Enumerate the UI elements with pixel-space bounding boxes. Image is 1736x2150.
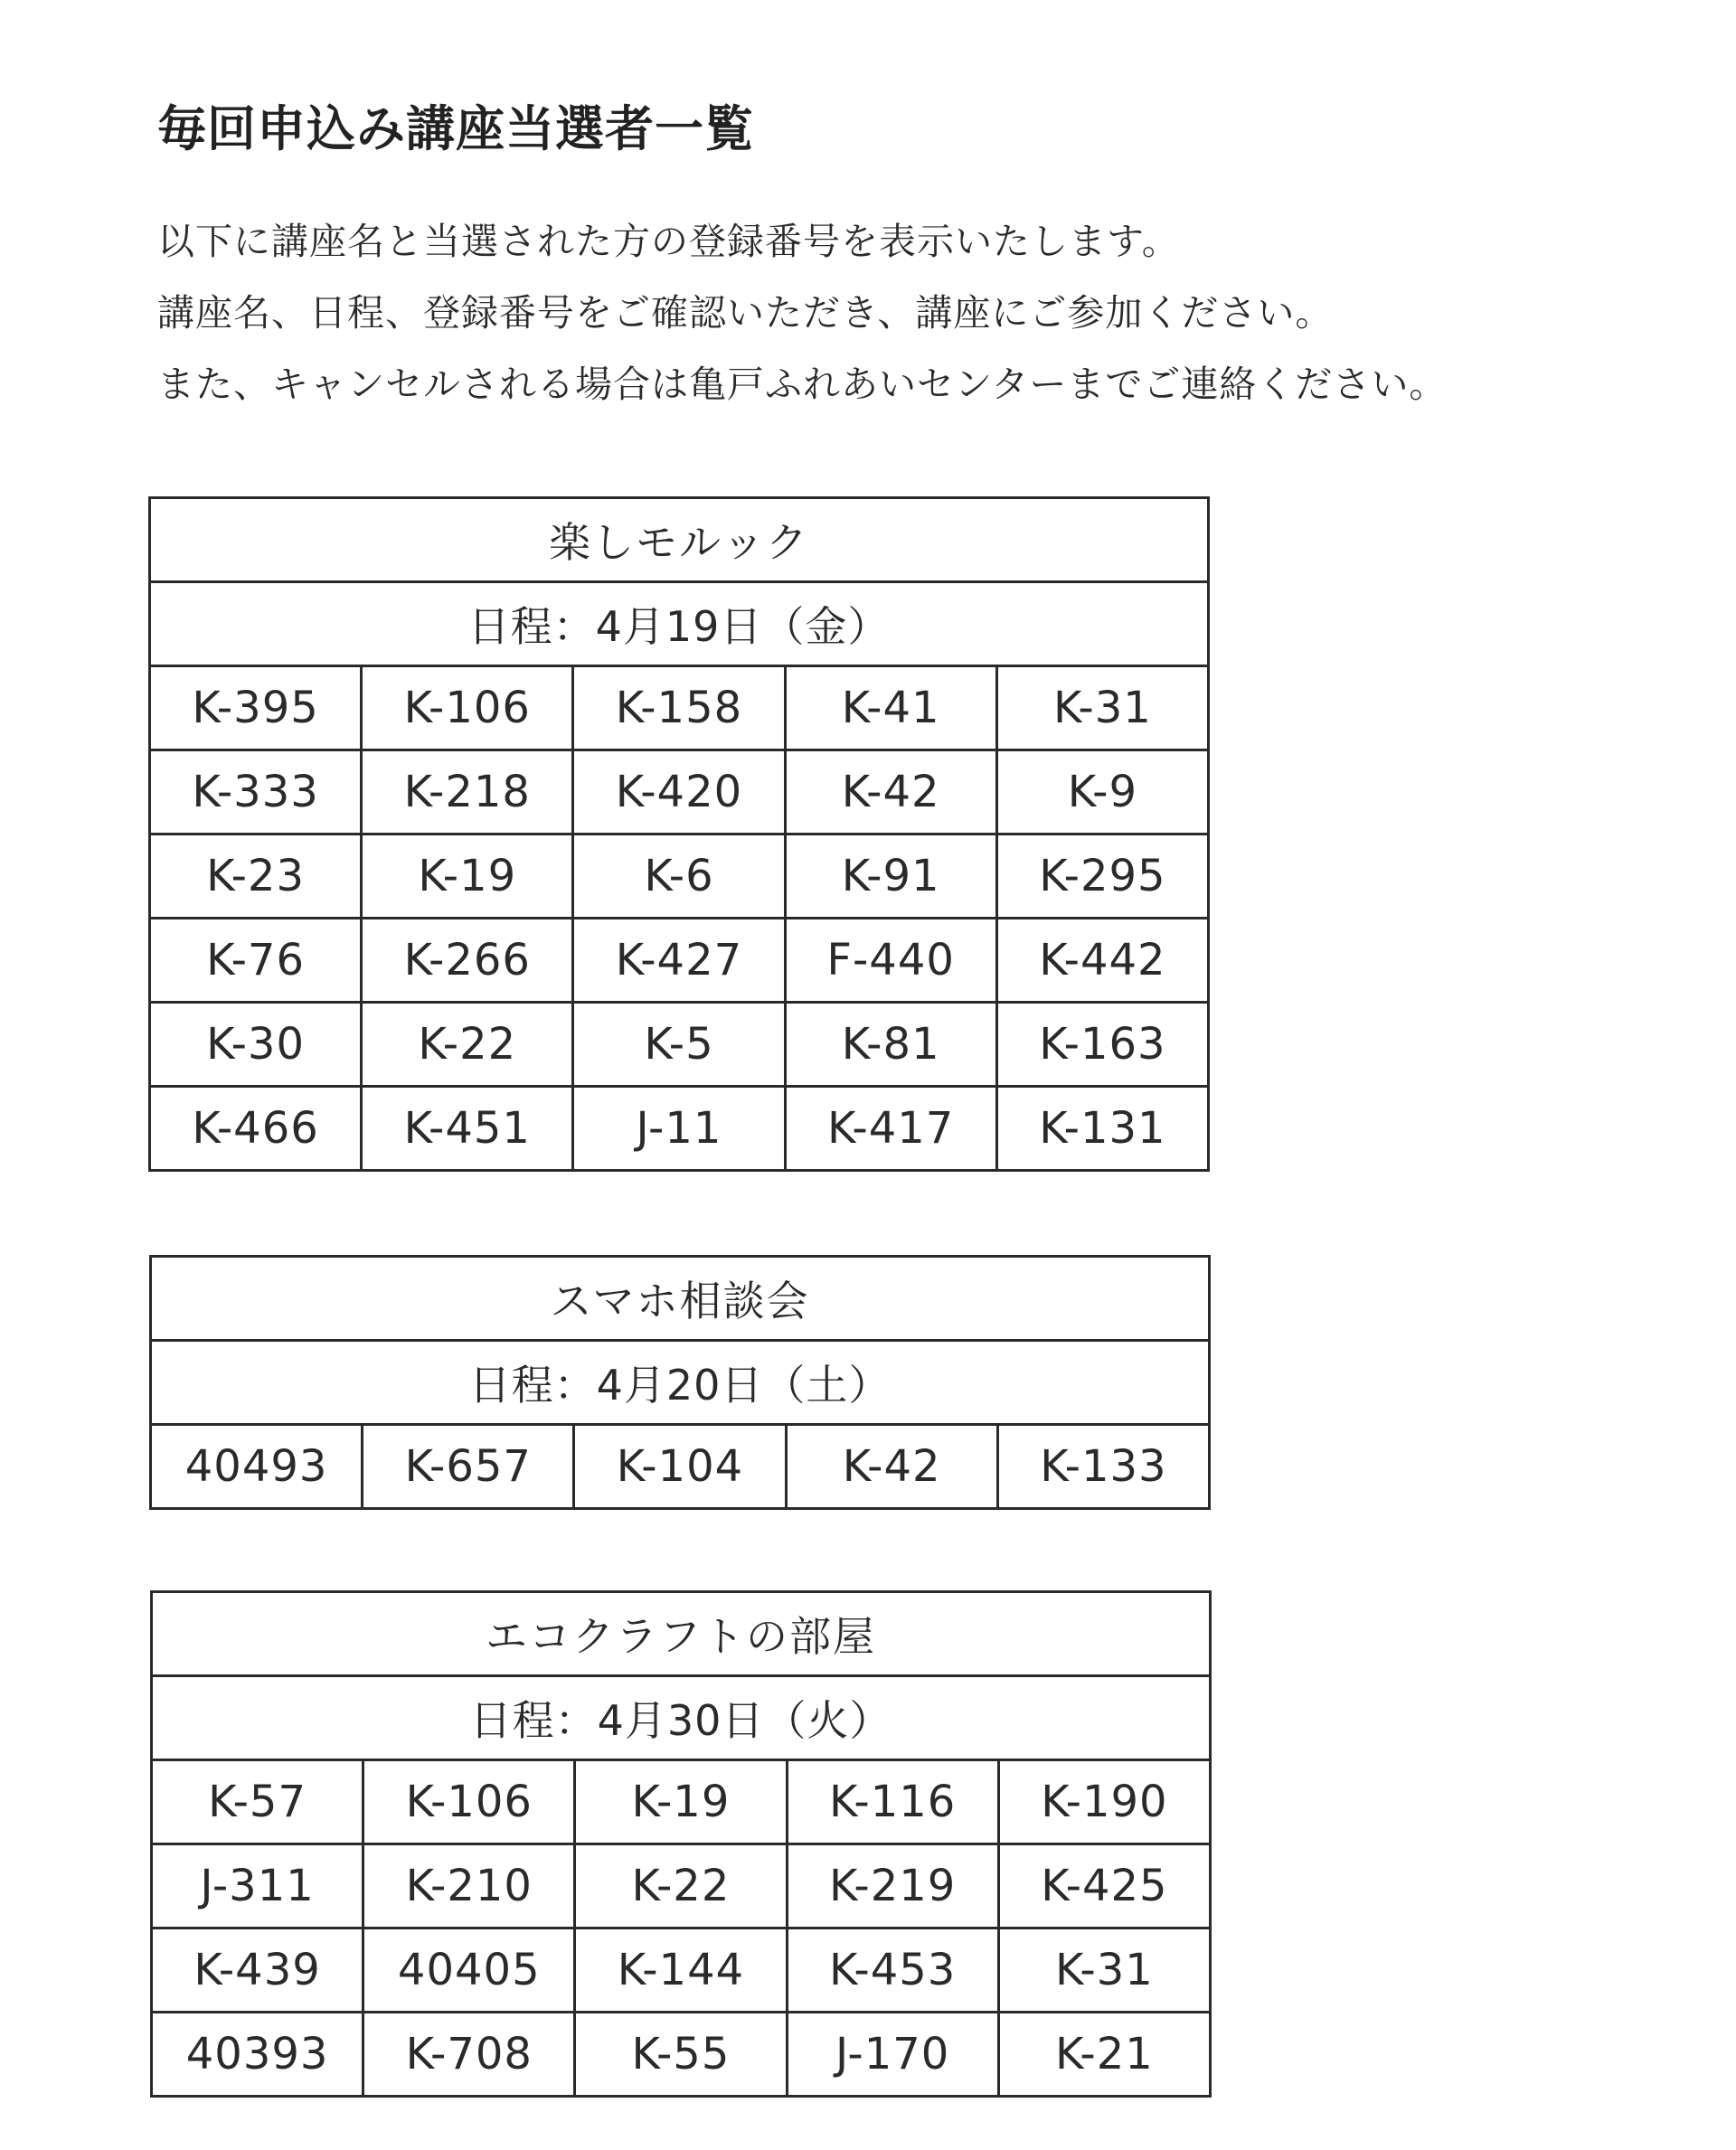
course-date: 日程：4月19日（金） — [150, 582, 1209, 666]
course-table-tanoshi-molkky — [148, 496, 1210, 1172]
registration-number: K-22 — [362, 1003, 573, 1087]
registration-number: K-30 — [150, 1003, 362, 1087]
registration-number: K-219 — [787, 1844, 998, 1928]
course-date-row — [150, 582, 1209, 666]
table-row — [152, 1760, 1211, 1844]
registration-number: K-41 — [785, 666, 996, 750]
registration-number: F-440 — [785, 919, 996, 1003]
registration-number: K-395 — [150, 666, 362, 750]
page-title: 毎回申込み講座当選者一覧 — [157, 100, 754, 157]
registration-number: K-453 — [787, 1928, 998, 2013]
registration-number: K-104 — [574, 1425, 786, 1509]
course-name-row — [150, 498, 1209, 582]
registration-number: K-55 — [575, 2013, 787, 2097]
registration-number: K-427 — [573, 919, 785, 1003]
table-row — [150, 835, 1209, 919]
table-row — [152, 1844, 1211, 1928]
registration-number: K-657 — [363, 1425, 574, 1509]
registration-number: K-116 — [787, 1760, 998, 1844]
registration-number: K-31 — [996, 666, 1208, 750]
table-row — [151, 1425, 1210, 1509]
registration-number: 40393 — [152, 2013, 363, 2097]
registration-number: K-420 — [573, 750, 785, 835]
registration-number: K-131 — [996, 1087, 1208, 1171]
registration-number: K-106 — [362, 666, 573, 750]
intro-line: また、キャンセルされる場合は亀戸ふれあいセンターまでご連絡ください。 — [157, 363, 1448, 406]
registration-number: K-23 — [150, 835, 362, 919]
registration-number: K-31 — [998, 1928, 1210, 2013]
registration-number: K-295 — [996, 835, 1208, 919]
intro-text — [157, 206, 1447, 420]
registration-number: K-333 — [150, 750, 362, 835]
registration-number: K-133 — [997, 1425, 1209, 1509]
course-date: 日程：4月30日（火） — [152, 1676, 1211, 1760]
registration-number: K-466 — [150, 1087, 362, 1171]
course-name: エコクラフトの部屋 — [152, 1592, 1211, 1676]
course-name: 楽しモルック — [150, 498, 1209, 582]
registration-number: K-163 — [996, 1003, 1208, 1087]
course-date-row — [152, 1676, 1211, 1760]
course-table-eco-craft — [150, 1590, 1212, 2098]
course-date-row — [151, 1341, 1210, 1425]
registration-number: K-19 — [575, 1760, 787, 1844]
table-row — [150, 666, 1209, 750]
registration-number: K-190 — [998, 1760, 1210, 1844]
registration-number: K-19 — [362, 835, 573, 919]
registration-number: K-9 — [996, 750, 1208, 835]
table-row — [150, 1003, 1209, 1087]
intro-line: 講座名、日程、登録番号をご確認いただき、講座にご参加ください。 — [157, 291, 1334, 335]
registration-number: K-91 — [785, 835, 996, 919]
registration-number: K-210 — [363, 1844, 575, 1928]
course-date: 日程：4月20日（土） — [151, 1341, 1210, 1425]
table-row — [152, 1928, 1211, 2013]
table-row — [152, 2013, 1211, 2097]
table-row — [150, 750, 1209, 835]
registration-number: K-21 — [998, 2013, 1210, 2097]
registration-number: K-425 — [998, 1844, 1210, 1928]
registration-number: 40493 — [151, 1425, 363, 1509]
registration-number: K-439 — [152, 1928, 363, 2013]
registration-number: K-6 — [573, 835, 785, 919]
table-row — [150, 919, 1209, 1003]
registration-number: K-76 — [150, 919, 362, 1003]
registration-number: K-81 — [785, 1003, 996, 1087]
registration-number: K-266 — [362, 919, 573, 1003]
registration-number: K-5 — [573, 1003, 785, 1087]
registration-number: K-22 — [575, 1844, 787, 1928]
registration-number: K-451 — [362, 1087, 573, 1171]
table-row — [150, 1087, 1209, 1171]
intro-line: 以下に講座名と当選された方の登録番号を表示いたします。 — [157, 220, 1180, 263]
registration-number: K-158 — [573, 666, 785, 750]
course-name: スマホ相談会 — [151, 1257, 1210, 1341]
registration-number: K-708 — [363, 2013, 575, 2097]
registration-number: J-170 — [787, 2013, 998, 2097]
registration-number: J-11 — [573, 1087, 785, 1171]
registration-number: J-311 — [152, 1844, 363, 1928]
registration-number: K-144 — [575, 1928, 787, 2013]
course-name-row — [151, 1257, 1210, 1341]
registration-number: K-42 — [785, 750, 996, 835]
registration-number: 40405 — [363, 1928, 575, 2013]
registration-number: K-57 — [152, 1760, 363, 1844]
registration-number: K-417 — [785, 1087, 996, 1171]
registration-number: K-442 — [996, 919, 1208, 1003]
registration-number: K-106 — [363, 1760, 575, 1844]
registration-number: K-218 — [362, 750, 573, 835]
registration-number: K-42 — [786, 1425, 997, 1509]
course-table-smartphone-consultation — [149, 1255, 1211, 1510]
course-name-row — [152, 1592, 1211, 1676]
